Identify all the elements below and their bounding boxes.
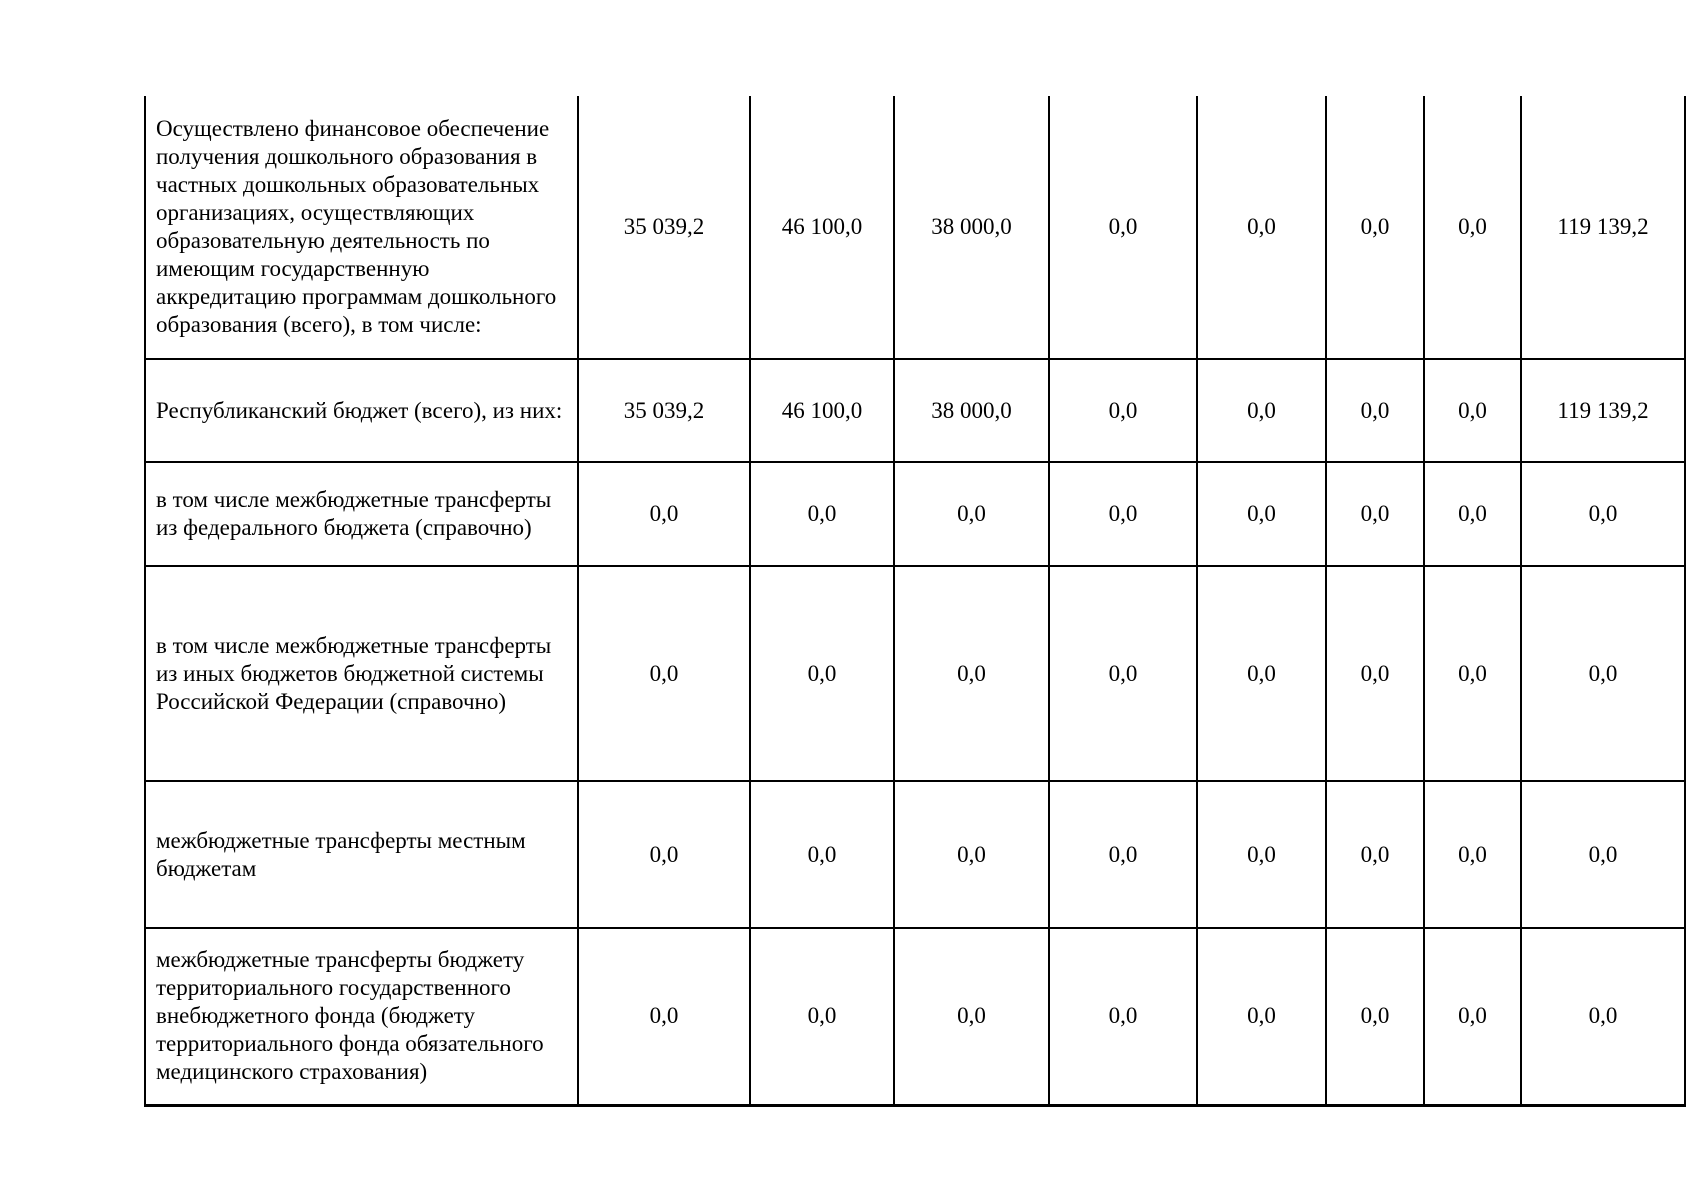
value-cell: 0,0 [750,462,894,566]
row-label: в том числе межбюджетные трансферты из федерального бюджета (справочно) [145,462,578,566]
row-label: Республиканский бюджет (всего), из них: [145,359,578,462]
row-label: межбюджетные трансферты бюджету территориального государственного внебюджетного фонда (бюджету территориального фонда обязательного медицинского страхования) [145,928,578,1105]
table-row [145,359,1685,462]
value-cell: 0,0 [1197,359,1326,462]
table-row [145,566,1685,781]
value-cell: 0,0 [578,566,750,781]
value-cell: 0,0 [894,781,1049,928]
value-cell: 38 000,0 [894,96,1049,359]
value-cell: 0,0 [1197,781,1326,928]
value-cell: 0,0 [578,781,750,928]
value-cell: 0,0 [1326,928,1424,1105]
value-cell: 0,0 [1326,566,1424,781]
value-cell: 0,0 [1049,462,1197,566]
value-cell: 38 000,0 [894,359,1049,462]
value-cell: 0,0 [1197,96,1326,359]
total-cell: 0,0 [1521,781,1685,928]
value-cell: 0,0 [578,462,750,566]
value-cell: 0,0 [750,781,894,928]
value-cell: 0,0 [1197,566,1326,781]
value-cell: 0,0 [1049,781,1197,928]
value-cell: 0,0 [1326,359,1424,462]
value-cell: 0,0 [1049,928,1197,1105]
value-cell: 35 039,2 [578,359,750,462]
value-cell: 0,0 [1049,359,1197,462]
total-cell: 0,0 [1521,566,1685,781]
value-cell: 0,0 [750,566,894,781]
row-label: Осуществлено финансовое обеспечение получения дошкольного образования в частных дошкольных образовательных организациях, осуществляющих образовательную деятельность по имеющим государственную аккредитацию программам дошкольного образования (всего), в том числе: [145,96,578,359]
total-cell: 0,0 [1521,462,1685,566]
table-row [145,96,1685,359]
table-row [145,928,1685,1105]
value-cell: 0,0 [1326,781,1424,928]
value-cell: 0,0 [894,566,1049,781]
value-cell: 0,0 [1424,781,1521,928]
total-cell: 119 139,2 [1521,359,1685,462]
value-cell: 0,0 [750,928,894,1105]
value-cell: 35 039,2 [578,96,750,359]
value-cell: 0,0 [578,928,750,1105]
value-cell: 46 100,0 [750,96,894,359]
value-cell: 0,0 [1424,566,1521,781]
value-cell: 0,0 [1197,928,1326,1105]
total-cell: 0,0 [1521,928,1685,1105]
value-cell: 0,0 [1424,96,1521,359]
value-cell: 0,0 [1049,96,1197,359]
value-cell: 0,0 [1424,462,1521,566]
value-cell: 0,0 [1326,462,1424,566]
table-row [145,781,1685,928]
value-cell: 0,0 [1049,566,1197,781]
value-cell: 0,0 [894,928,1049,1105]
value-cell: 0,0 [1424,359,1521,462]
value-cell: 0,0 [1326,96,1424,359]
total-cell: 119 139,2 [1521,96,1685,359]
value-cell: 0,0 [1197,462,1326,566]
value-cell: 46 100,0 [750,359,894,462]
value-cell: 0,0 [1424,928,1521,1105]
budget-table [144,96,1686,1107]
row-label: в том числе межбюджетные трансферты из иных бюджетов бюджетной системы Российской Федерации (справочно) [145,566,578,781]
value-cell: 0,0 [894,462,1049,566]
row-label: межбюджетные трансферты местным бюджетам [145,781,578,928]
table-row [145,462,1685,566]
